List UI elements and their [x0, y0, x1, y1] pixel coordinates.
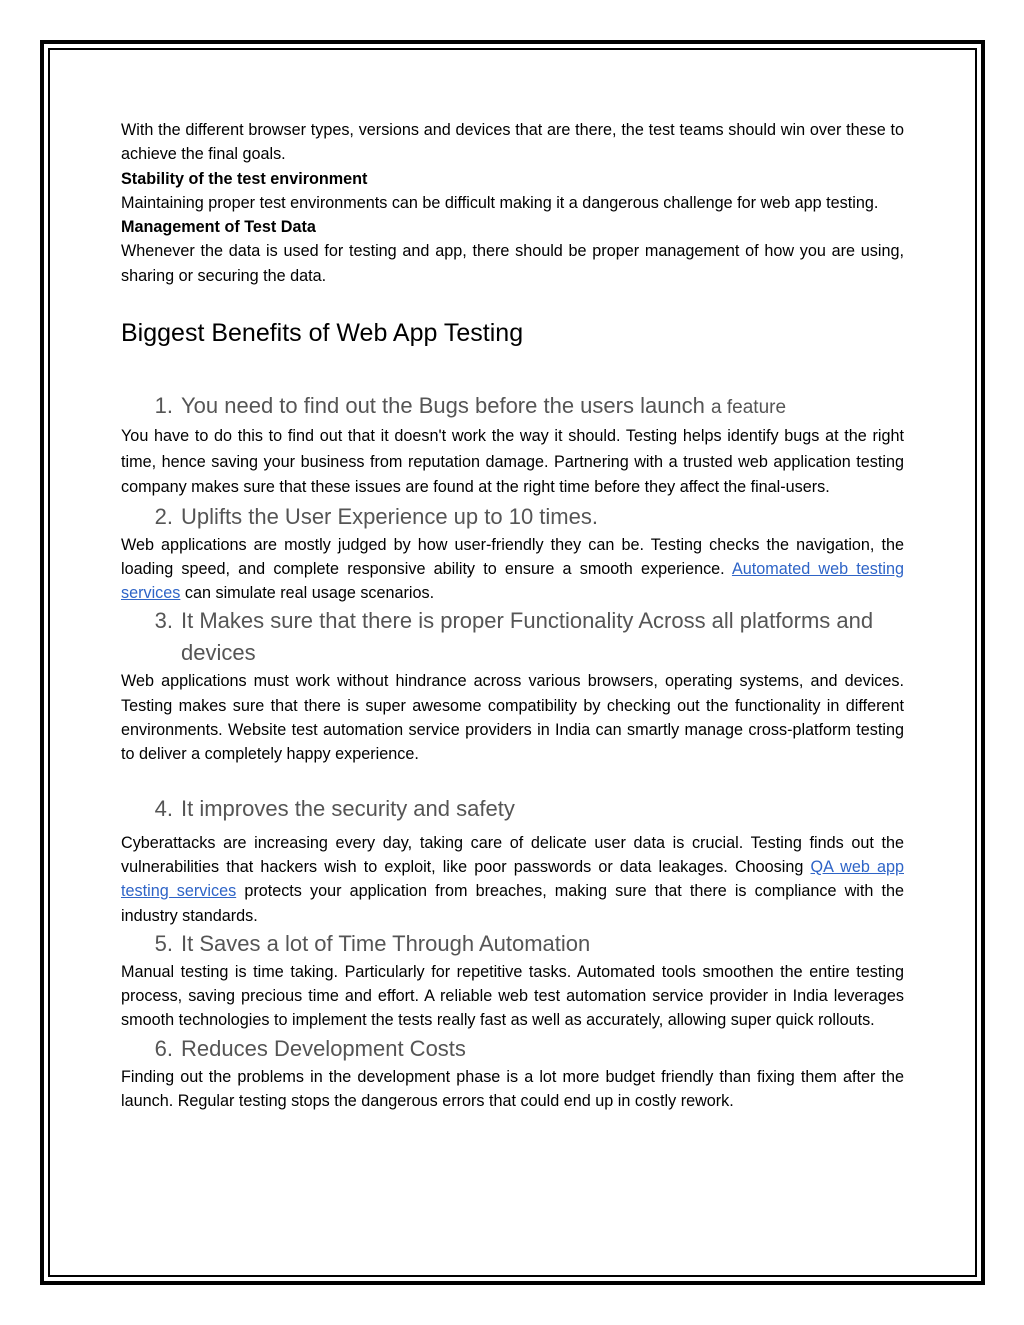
intro-paragraph: With the different browser types, versions and devices that are there, the test teams should win over these to achieve the final goals. — [121, 121, 904, 164]
document-content — [121, 118, 904, 1113]
list-item-5-body: Manual testing is time taking. Particularly for repetitive tasks. Automated tools smoothen the entire testing process, saving precious time and effort. A reliable web test automation service provider in India leverages smooth technologies to implement the tests really fast as well as accurately, allowing super quick rollouts. — [121, 962, 904, 1030]
list-heading-text: It Saves a lot of Time Through Automation — [181, 930, 591, 956]
list-heading-text: You need to find out the Bugs before the users launch — [181, 393, 705, 419]
test-data-heading: Management of Test Data — [121, 218, 316, 237]
list-heading-text: Reduces Development Costs — [181, 1035, 466, 1061]
list-item-6-heading — [121, 1033, 904, 1065]
list-item-2-body — [121, 533, 904, 606]
list-number: 5. — [154, 930, 173, 956]
stability-heading: Stability of the test environment — [121, 169, 368, 188]
list-item-5-heading — [121, 928, 904, 960]
list-item-2-heading — [121, 501, 904, 533]
test-data-paragraph: Whenever the data is used for testing and app, there should be proper management of how you are using, sharing or securing the data. — [121, 242, 904, 285]
list-number: 1. — [154, 393, 173, 419]
list-item-3-body: Web applications must work without hindrance across various browsers, operating systems, and devices. Testing makes sure that there is super awesome compatibility by checking out the functionality in different environments. Website test automation service providers in India can smartly manage cross-platform testing to deliver a completely happy experience. — [121, 672, 904, 764]
list-item-6-body: Finding out the problems in the development phase is a lot more budget friendly than fixing them after the launch. Regular testing stops the dangerous errors that could end up in costly rework. — [121, 1067, 904, 1111]
stability-paragraph: Maintaining proper test environments can be difficult making it a dangerous challenge for web app testing. — [121, 193, 879, 212]
body-text: Web applications are mostly judged by how user-friendly they can be. Testing checks the navigation, the loading speed, and complete responsive ability to ensure a smooth experience. — [121, 535, 904, 578]
list-item-3-heading — [121, 605, 904, 669]
list-number: 2. — [154, 503, 173, 529]
list-heading-suffix: a feature — [711, 397, 787, 419]
list-heading-text: It improves the security and safety — [181, 795, 515, 821]
list-item-4-body — [121, 831, 904, 928]
body-text-after: can simulate real usage scenarios. — [184, 584, 435, 603]
list-number: 3. — [154, 608, 173, 634]
list-number: 4. — [154, 795, 173, 821]
qa-web-app-testing-link[interactable]: QA web app testing services — [121, 857, 904, 901]
list-item-1-body: You have to do this to find out that it doesn't work the way it should. Testing helps identify bugs at the right time, hence saving your business from reputation damage. Partnering with a trusted web application testing company makes sure that these issues are found at the right time before they affect the final-users. — [121, 427, 904, 497]
automated-web-testing-link[interactable]: Automated web testing services — [121, 559, 904, 603]
list-number: 6. — [154, 1035, 173, 1061]
body-text: Cyberattacks are increasing every day, taking care of delicate user data is crucial. Testing finds out the vulnerabilities that hackers wish to exploit, like poor passwords or data leakages. Choosing — [121, 833, 904, 876]
body-text-after: protects your application from breaches, making sure that there is compliance with the industry standards. — [121, 882, 905, 925]
list-heading-text: It Makes sure that there is proper Functionality Across all platforms and devices — [181, 608, 874, 666]
list-item-4-heading — [121, 793, 904, 825]
list-item-1-heading — [121, 390, 904, 424]
section-title: Biggest Benefits of Web App Testing — [121, 319, 524, 348]
list-heading-text: Uplifts the User Experience up to 10 times. — [181, 503, 598, 529]
